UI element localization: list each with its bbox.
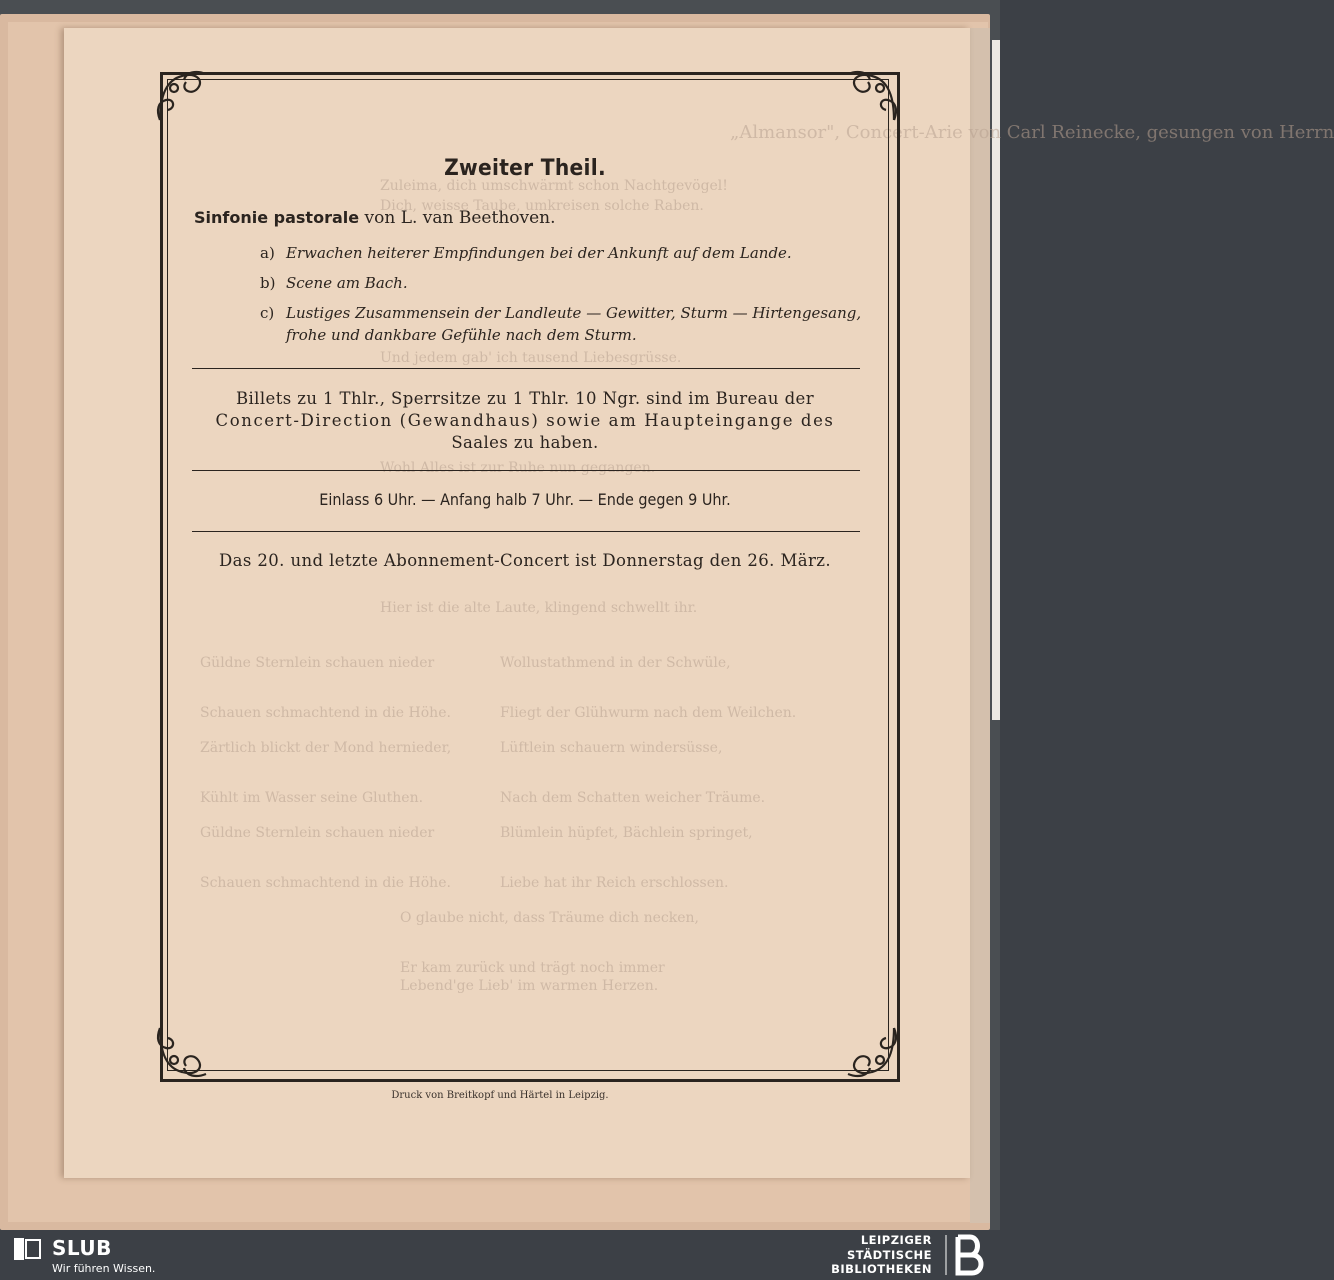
movement-label: c) — [260, 304, 275, 322]
movement-label: b) — [260, 274, 276, 292]
work-name: Sinfonie pastorale — [194, 208, 360, 227]
lsb-line-3: BIBLIOTHEKEN — [831, 1262, 932, 1276]
corner-ornament-top-right — [840, 66, 902, 128]
footer-bar — [0, 1230, 1000, 1280]
section-title: Zweiter Theil. — [444, 156, 606, 181]
divider — [192, 470, 860, 471]
printer-note: Druck von Breitkopf und Härtel in Leipzig. — [391, 1090, 609, 1101]
lsb-logo-icon — [944, 1233, 990, 1277]
corner-ornament-bottom-left — [152, 1020, 214, 1082]
page-edge — [970, 28, 990, 1223]
ticket-line-1: Billets zu 1 Thlr., Sperrsitze zu 1 Thlr. 10 Ngr. sind im Bureau der — [235, 389, 815, 408]
lsb-line-2: STÄDTISCHE — [846, 1247, 932, 1262]
slub-logo-icon — [14, 1238, 42, 1260]
corner-ornament-bottom-right — [840, 1020, 902, 1082]
lsb-name — [831, 1233, 932, 1277]
divider — [192, 531, 860, 532]
movement-text: Scene am Bach. — [286, 274, 408, 292]
times-line: Einlass 6 Uhr. — Anfang halb 7 Uhr. — Ende gegen 9 Uhr. — [319, 490, 731, 509]
lsb-line-1: LEIPZIGER — [860, 1233, 932, 1247]
slub-name: SLUB — [52, 1236, 112, 1260]
next-concert: Das 20. und letzte Abonnement-Concert ist Donnerstag den 26. März. — [218, 551, 832, 570]
movement-text: Erwachen heiterer Empfindungen bei der Ankunft auf dem Lande. — [286, 244, 792, 262]
work-heading — [194, 208, 556, 228]
ticket-line-3: Saales zu haben. — [451, 433, 599, 452]
movement-text: Lustiges Zusammensein der Landleute — Gewitter, Sturm — Hirtengesang, — [286, 304, 862, 322]
work-composer: von L. van Beethoven. — [364, 208, 556, 228]
ticket-line-2: Concert-Direction (Gewandhaus) sowie am Haupteingange des — [215, 411, 835, 430]
corner-ornament-top-left — [152, 66, 214, 128]
movement-text-continued: frohe und dankbare Gefühle nach dem Sturm. — [286, 326, 637, 344]
slub-slogan: Wir führen Wissen. — [52, 1262, 156, 1275]
movement-label: a) — [260, 244, 275, 262]
divider — [192, 368, 860, 369]
